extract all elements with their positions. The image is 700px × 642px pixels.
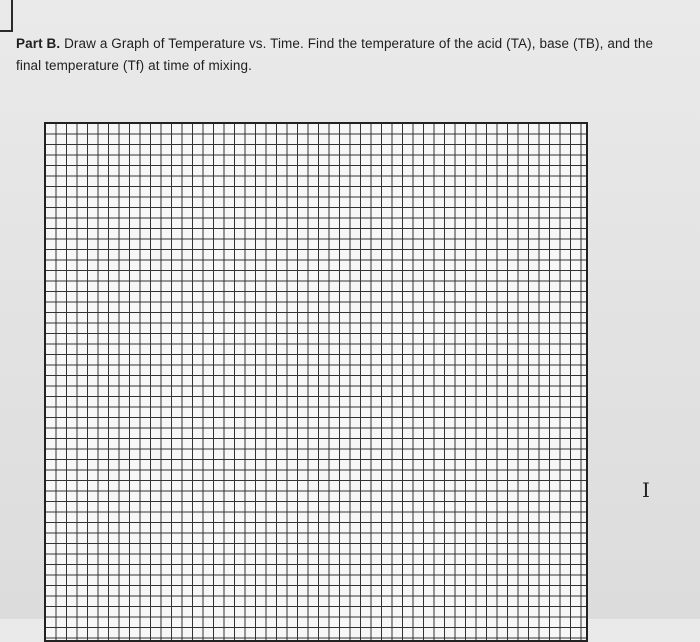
- part-b-instructions: [16, 33, 696, 77]
- page-corner-mark: [0, 0, 13, 32]
- graph-paper-grid[interactable]: [44, 122, 588, 642]
- instructions-line-2: final temperature (Tf) at time of mixing.: [16, 58, 252, 73]
- instructions-line-1-text: Draw a Graph of Temperature vs. Time. Find the temperature of the acid (TA), base (TB), and the: [60, 36, 654, 51]
- part-b-label: Part B.: [16, 36, 61, 51]
- instructions-line-1: [16, 33, 696, 55]
- text-cursor-icon: I: [642, 478, 650, 502]
